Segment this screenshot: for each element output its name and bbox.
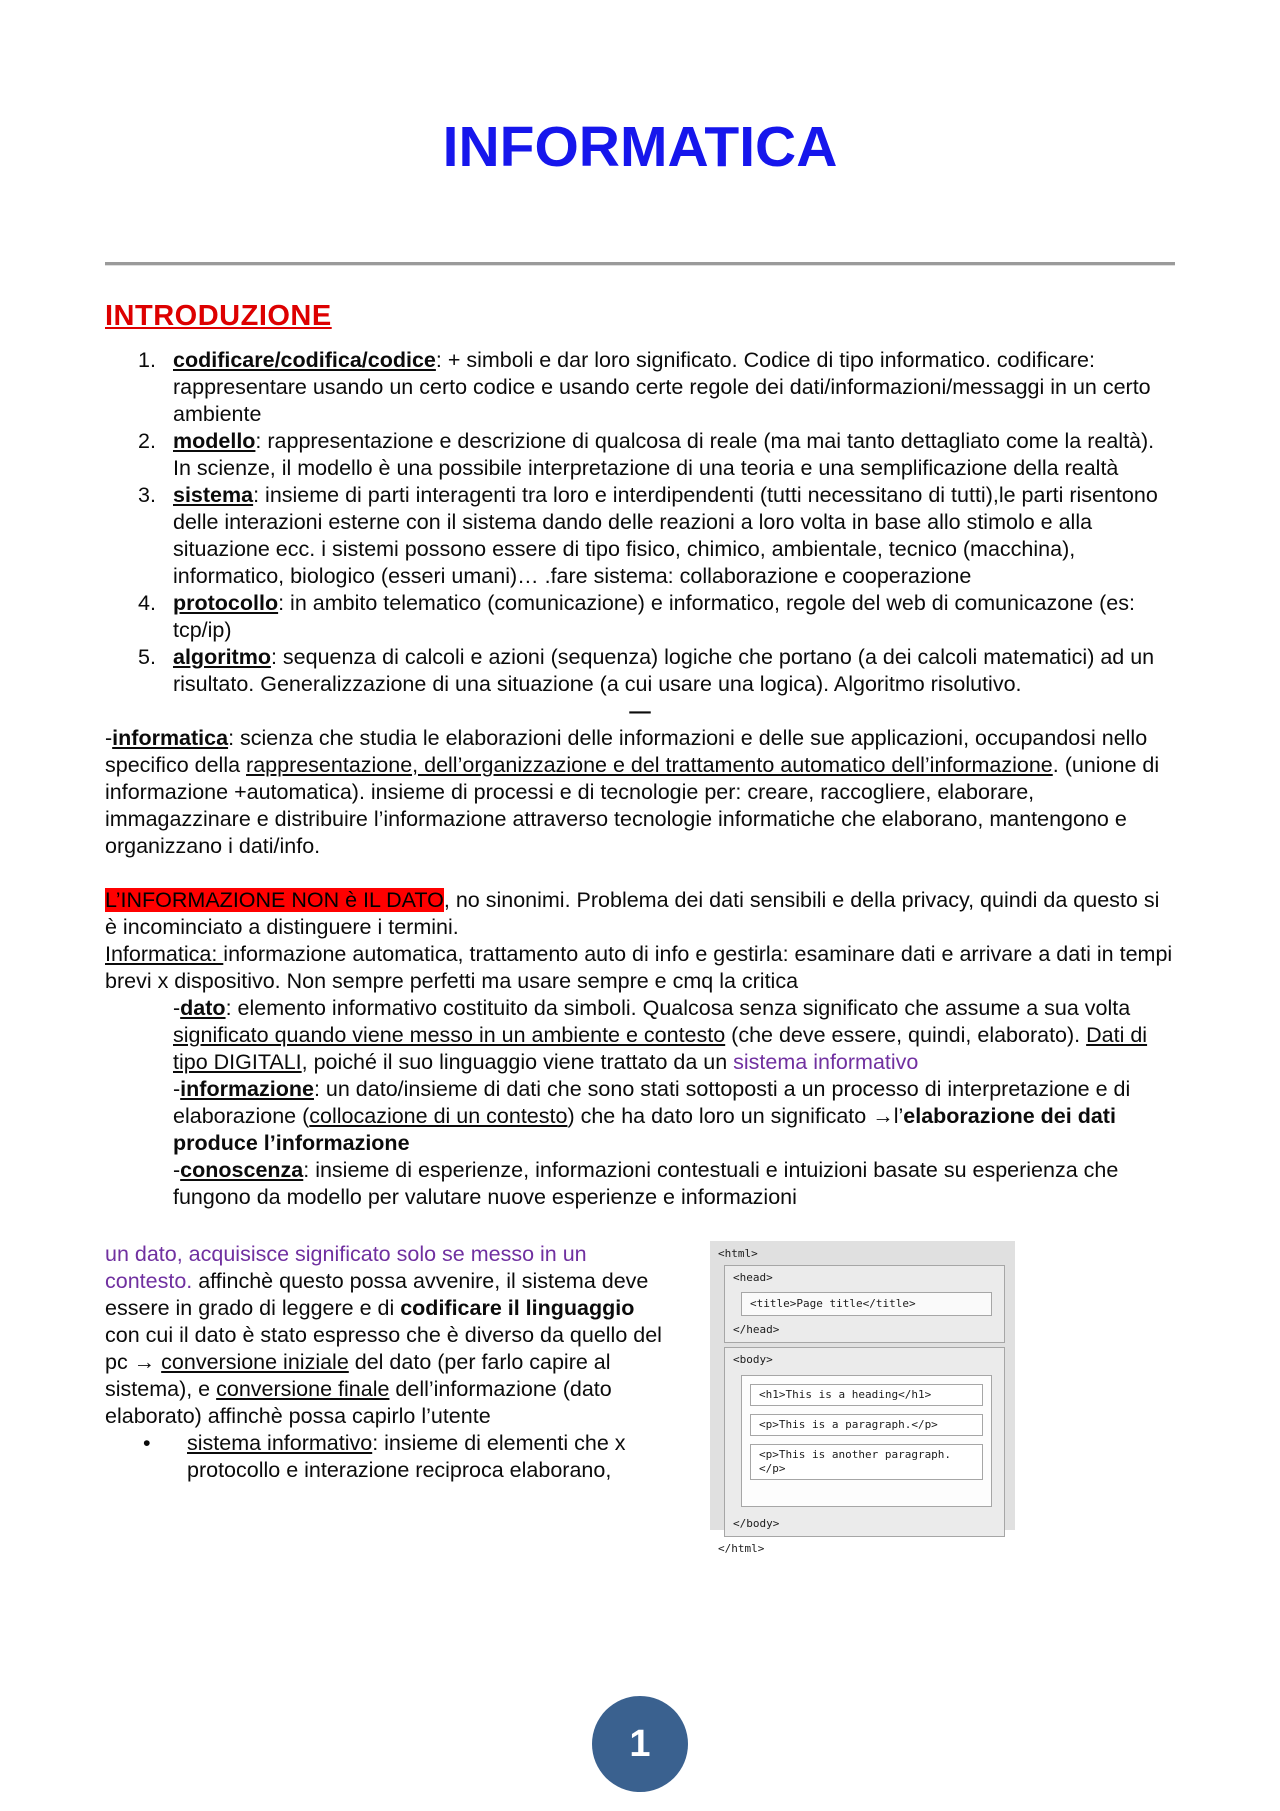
list-number: 4. <box>138 590 156 615</box>
purple-sistema-informativo: sistema informativo <box>733 1049 919 1074</box>
list-number: 3. <box>138 482 156 507</box>
list-item-sistema <box>105 482 1175 590</box>
list-item-protocollo <box>105 590 1175 644</box>
head-open-tag: <head> <box>733 1270 773 1284</box>
p2-tag: <p>This is another paragraph.</p> <box>759 1447 952 1475</box>
body-close-tag: </body> <box>733 1516 780 1530</box>
list-item-algoritmo <box>105 644 1175 698</box>
p1-box <box>750 1414 983 1436</box>
list-item-text: protocollo: in ambito telematico (comunicazione) e informatico, regole del web di comunicazone (es: tcp/ip) <box>173 590 1135 642</box>
body-section-box <box>724 1347 1005 1537</box>
title-tag: <title>Page title</title> <box>750 1296 916 1310</box>
definition-conoscenza: -conoscenza: insieme di esperienze, informazioni contestuali e intuizioni basate su esperienza che fungono da modello per valutare nuove esperienze e informazioni <box>173 1157 1119 1209</box>
paragraph-informatica: -informatica: scienza che studia le elaborazioni delle informazioni e delle sue applicazioni, occupandosi nello specifico della rappresentazione, dell’organizzazione e del trattamento automatico dell’informazione. (unione di informazione +automatica). insieme di processi e di tecnologie per: creare, raccogliere, elaborare, immagazzinare e distribuire l’informazione attraverso tecnologie informatiche che elaborano, mantengono e organizzano i dati/info. <box>105 725 1160 858</box>
red-highlight: L’INFORMAZIONE NON è IL DATO <box>105 887 444 912</box>
h1-box <box>750 1384 983 1406</box>
indented-definitions <box>173 995 1175 1211</box>
page-number-badge: 1 <box>592 1696 688 1792</box>
list-item-modello <box>105 428 1175 482</box>
list-item-text: algoritmo: sequenza di calcoli e azioni (sequenza) logiche che portano (a dei calcoli matematici) ad un risultato. Generalizzazione di una situazione (a cui usare una logica). Algoritmo risolutivo. <box>173 644 1155 696</box>
title-box <box>741 1292 992 1316</box>
html-close-tag: </html> <box>718 1541 765 1555</box>
paragraph-dato-contesto: un dato, acquisisce significato solo se messo in un contesto. affinchè questo possa avvenire, il sistema deve essere in grado di leggere e di codificare il linguaggio con cui il dato è stato espresso che è diverso da quello del pc → conversione iniziale del dato (per farlo capire al sistema), e conversione finale dell’informazione (dato elaborato) affinchè possa capirlo l’utente <box>105 1241 662 1428</box>
html-open-tag: <html> <box>718 1246 758 1260</box>
head-section-box <box>724 1265 1005 1343</box>
title-divider-rule <box>105 262 1175 266</box>
page-title: INFORMATICA <box>442 115 838 179</box>
list-number: 1. <box>138 347 156 372</box>
purple-lead-sentence: un dato, acquisisce significato solo se messo in un contesto. <box>105 1241 587 1293</box>
h1-tag: <h1>This is a heading</h1> <box>759 1387 932 1401</box>
list-item-text: modello: rappresentazione e descrizione di qualcosa di reale (ma mai tanto dettagliato come la realtà). In scienze, il modello è una possibile interpretazione di una teoria e una semplificazione della realtà <box>173 428 1155 480</box>
list-item-text: codificare/codifica/codice: + simboli e dar loro significato. Codice di tipo informatico. codificare: rappresentare usando un certo codice e usando certe regole dei dati/informazioni/messaggi in un certo ambiente <box>173 347 1151 426</box>
em-dash-divider: — <box>629 698 651 723</box>
paragraph-informazione-dato: L’INFORMAZIONE NON è IL DATO, no sinonimi. Problema dei dati sensibili e della privacy, quindi da questo si è incominciato a distinguere i termini. <box>105 887 1160 939</box>
definition-list <box>105 347 1175 698</box>
two-column-section <box>105 1241 1175 1555</box>
p1-tag: <p>This is a paragraph.</p> <box>759 1417 938 1431</box>
bullet-marker: • <box>143 1430 151 1455</box>
section-heading-introduzione: INTRODUZIONE <box>105 299 332 332</box>
head-close-tag: </head> <box>733 1322 780 1336</box>
list-number: 5. <box>138 644 156 669</box>
body-open-tag: <body> <box>733 1352 773 1366</box>
definition-informazione: -informazione: un dato/insieme di dati che sono stati sottoposti a un processo di interpretazione e di elaborazione (collocazione di un contesto) che ha dato loro un significato →l’elaborazione dei dati produce l’informazione <box>173 1076 1131 1155</box>
list-number: 2. <box>138 428 156 453</box>
definition-dato: -dato: elemento informativo costituito da simboli. Qualcosa senza significato che assume a sua volta significato quando viene messo in un ambiente e contesto (che deve essere, quindi, elaborato). Dati di tipo DIGITALI, poiché il suo linguaggio viene trattato da un sistema informativo <box>173 995 1148 1074</box>
paragraph-informatica-definizione: Informatica: informazione automatica, trattamento auto di info e gestirla: esaminare dati e arrivare a dati in tempi brevi x dispositivo. Non sempre perfetti ma usare sempre e cmq la critica <box>105 941 1173 993</box>
bullet-item-sistema-informativo <box>105 1430 665 1484</box>
body-content-box <box>741 1375 992 1507</box>
html-structure-image <box>710 1241 1015 1555</box>
list-item-codificare <box>105 347 1175 428</box>
p2-box <box>750 1444 983 1480</box>
bullet-text: sistema informativo: insieme di elementi che x protocollo e interazione reciproca elaborano, <box>187 1430 626 1482</box>
list-item-text: sistema: insieme di parti interagenti tra loro e interdipendenti (tutti necessitano di tutti),le parti risentono delle interazioni esterne con il sistema dando delle reazioni a loro volta in base allo stimolo e alla situazione ecc. i sistemi possono essere di tipo fisico, chimico, ambientale, tecnico (macchina), informatico, biologico (esseri umani)… .fare sistema: collaborazione e cooperazione <box>173 482 1158 588</box>
left-column-text <box>105 1241 665 1484</box>
